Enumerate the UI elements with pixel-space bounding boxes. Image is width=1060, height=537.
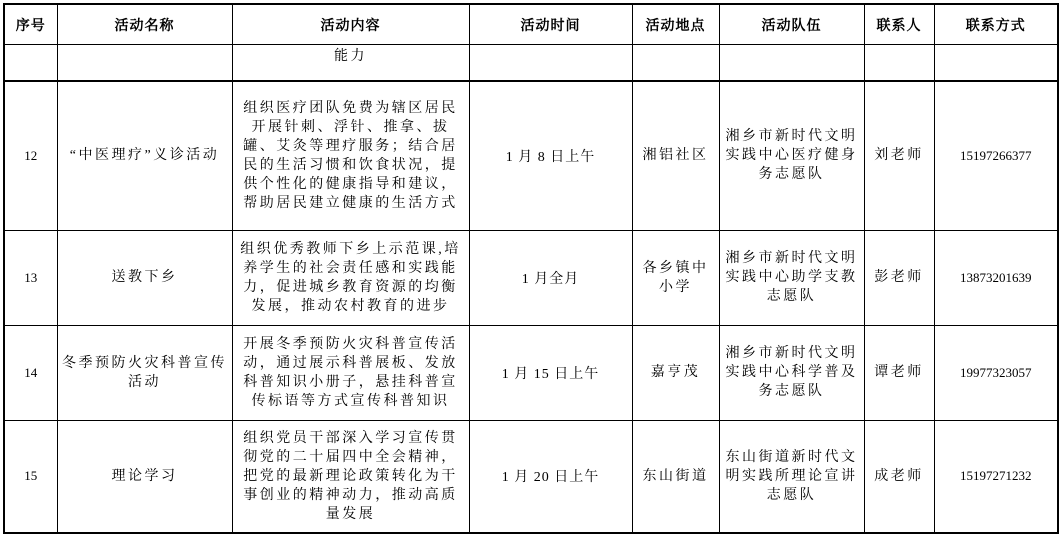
header-contact-person: 联系人 [864, 4, 934, 45]
activity-location-cell: 东山街道 [632, 420, 719, 533]
activity-content-cell: 开展冬季预防火灾科普宣传活动，通过展示科普展板、发放科普知识小册子，悬挂科普宣传标语等方式宣传科普知识 [232, 325, 469, 420]
empty-cell [864, 45, 934, 82]
empty-cell [4, 45, 57, 82]
header-row [4, 4, 1058, 45]
table-row [4, 230, 1058, 325]
activity-name-cell: 冬季预防火灾科普宣传活动 [57, 325, 232, 420]
contact-person-cell: 彭老师 [864, 230, 934, 325]
header-no: 序号 [4, 4, 57, 45]
activity-content-cell: 组织医疗团队免费为辖区居民开展针刺、浮针、推拿、拔罐、艾灸等理疗服务；结合居民的生活习惯和饮食状况，提供个性化的健康指导和建议，帮助居民建立健康的生活方式 [232, 81, 469, 230]
contact-person-cell: 谭老师 [864, 325, 934, 420]
activity-team-cell: 湘乡市新时代文明实践中心助学支教志愿队 [719, 230, 864, 325]
activity-name-cell: “中医理疗”义诊活动 [57, 81, 232, 230]
row-number-cell: 13 [4, 230, 57, 325]
empty-cell [719, 45, 864, 82]
header-activity-location: 活动地点 [632, 4, 719, 45]
activity-time-cell: 1 月 20 日上午 [469, 420, 632, 533]
empty-cell [469, 45, 632, 82]
header-contact-phone: 联系方式 [934, 4, 1058, 45]
activity-team-cell: 湘乡市新时代文明实践中心科学普及务志愿队 [719, 325, 864, 420]
header-activity-team: 活动队伍 [719, 4, 864, 45]
contact-phone-cell: 19977323057 [934, 325, 1058, 420]
row-number-cell: 15 [4, 420, 57, 533]
activity-location-cell: 嘉亨茂 [632, 325, 719, 420]
empty-cell [57, 45, 232, 82]
contact-phone-cell: 13873201639 [934, 230, 1058, 325]
activity-time-cell: 1 月 8 日上午 [469, 81, 632, 230]
contact-person-cell: 成老师 [864, 420, 934, 533]
activity-content-cell: 组织党员干部深入学习宣传贯彻党的二十届四中全会精神，把党的最新理论政策转化为干事创业的精神动力，推动高质量发展 [232, 420, 469, 533]
row-number-cell: 12 [4, 81, 57, 230]
content-tail-cell: 能力 [232, 45, 469, 82]
header-activity-time: 活动时间 [469, 4, 632, 45]
contact-phone-cell: 15197271232 [934, 420, 1058, 533]
activity-name-cell: 送教下乡 [57, 230, 232, 325]
table-row [4, 81, 1058, 230]
partial-continuation-row [4, 45, 1058, 82]
header-activity-content: 活动内容 [232, 4, 469, 45]
activity-name-cell: 理论学习 [57, 420, 232, 533]
activity-team-cell: 湘乡市新时代文明实践中心医疗健身务志愿队 [719, 81, 864, 230]
empty-cell [934, 45, 1058, 82]
contact-person-cell: 刘老师 [864, 81, 934, 230]
contact-phone-cell: 15197266377 [934, 81, 1058, 230]
activity-location-cell: 各乡镇中小学 [632, 230, 719, 325]
table-row [4, 325, 1058, 420]
activity-time-cell: 1 月 15 日上午 [469, 325, 632, 420]
table-row [4, 420, 1058, 533]
row-number-cell: 14 [4, 325, 57, 420]
empty-cell [632, 45, 719, 82]
activity-team-cell: 东山街道新时代文明实践所理论宣讲志愿队 [719, 420, 864, 533]
header-activity-name: 活动名称 [57, 4, 232, 45]
activity-time-cell: 1 月全月 [469, 230, 632, 325]
activity-location-cell: 湘铝社区 [632, 81, 719, 230]
activity-table [3, 3, 1059, 534]
activity-content-cell: 组织优秀教师下乡上示范课,培养学生的社会责任感和实践能力，促进城乡教育资源的均衡发展，推动农村教育的进步 [232, 230, 469, 325]
